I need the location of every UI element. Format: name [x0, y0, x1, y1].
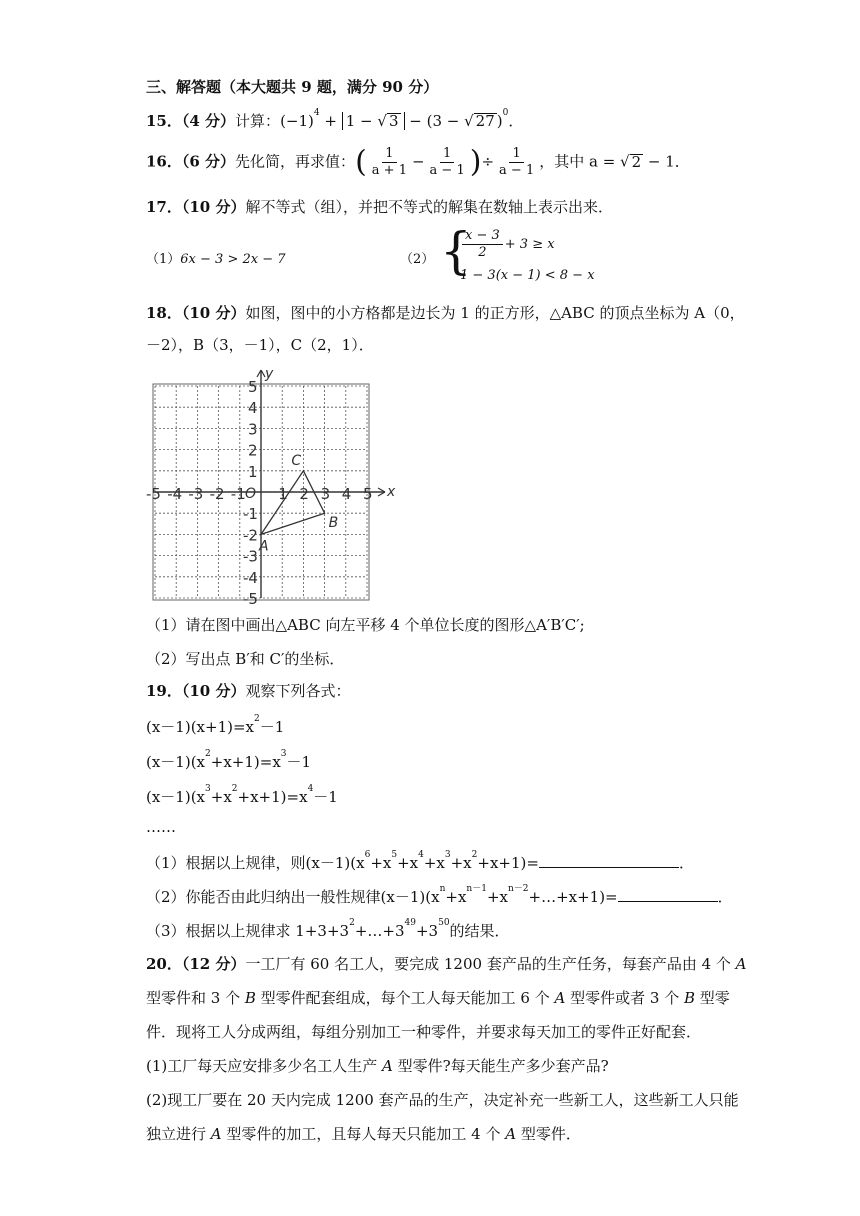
question-18-line-2: －2），B（3，－1），C（2，1）．: [146, 336, 374, 354]
equation-3: $(x-1)(x^3+x^2+x+1)=x^4-1$: [146, 784, 338, 806]
vertex-label-a: A: [259, 538, 269, 555]
fraction: $\frac{1}{a + 1}$: [371, 146, 407, 178]
question-20-sub-1: (1)工厂每天应安排多少名工人生产 A 型零件?每天能生产多少套产品?: [146, 1057, 609, 1075]
question-17: 17．（10 分）解不等式（组），并把不等式的解集在数轴上表示出来．: [146, 198, 613, 216]
ellipsis: ……: [146, 818, 176, 836]
y-tick-label: -1: [243, 505, 258, 524]
x-tick-label: -2: [209, 485, 225, 503]
fraction: $\frac{1}{a - 1}$: [499, 146, 535, 178]
question-16: 16．（6 分）先化简，再求值：( $\frac{1}{a + 1}$ − $\frac{1}{a - 1}$ )÷ $\frac{1}{a - 1}$ ，其中 a = √ 2 − 1．: [146, 144, 690, 180]
question-19: 19．（10 分）观察下列各式：: [146, 682, 351, 700]
coordinate-grid: [145, 360, 396, 610]
x-tick-label: 3: [320, 485, 331, 503]
answer-blank[interactable]: [539, 867, 679, 868]
x-tick-label: 2: [299, 485, 309, 503]
question-17-part-2-label: （2）: [400, 252, 435, 267]
question-15: 15．（4 分）计算：$(-1)^4 + 1$ − √ 3 − (3 − √ 27 )$^0$．: [146, 108, 524, 130]
question-19-sub-3: （3）根据以上规律求 $1+3+3^2+\dots+3^{49}+3^{50}$的结果．: [146, 918, 510, 940]
equation-2: $(x-1)(x^2+x+1)=x^3-1$: [146, 749, 312, 771]
y-tick-label: -2: [243, 526, 258, 545]
question-18-sub-1: （1）请在图中画出△ABC 向左平移 4 个单位长度的图形△A′B′C′;: [146, 616, 585, 634]
question-20: 20．（12 分）一工厂有 60 名工人，要完成 1200 套产品的生产任务，每套产品由 4 个 A: [146, 955, 747, 973]
question-17-part-1: （1）6x − 3 > 2x − 7: [146, 252, 286, 267]
question-20-line-2: 型零件和 3 个 B 型零件配套组成，每个工人每天能加工 6 个 A 型零件或者 3 个 B 型零: [146, 989, 730, 1007]
equation-1: $(x-1)(x+1)=x^2-1$: [146, 714, 285, 736]
y-tick-label: -4: [243, 568, 258, 587]
absolute-value: 1 − √ 3: [342, 112, 405, 130]
fraction: $\frac{x - 3}{2}$: [462, 228, 503, 261]
x-tick-label: -3: [188, 485, 204, 503]
triangle-abc: [261, 471, 325, 535]
question-18-sub-2: （2）写出点 B′和 C′的坐标．: [146, 650, 345, 668]
y-tick-label: 2: [248, 441, 258, 460]
x-tick-label: -4: [167, 485, 183, 503]
vertex-label-c: C: [291, 452, 302, 469]
x-tick-label: -1: [230, 485, 246, 503]
x-tick-label: 1: [278, 485, 288, 503]
y-axis-label: y: [265, 366, 274, 382]
x-tick-label: 5: [363, 485, 373, 503]
question-20-line-3: 件．现将工人分成两组，每组分别加工一种零件，并要求每天加工的零件正好配套．: [146, 1023, 702, 1041]
x-tick-label: -5: [146, 485, 161, 503]
question-19-sub-1: （1）根据以上规律，则$(x-1)(x^6+x^5+x^4+x^3+x^2+x+1)=$ ．: [146, 850, 694, 872]
y-tick-label: 3: [248, 420, 258, 439]
y-tick-label: 4: [248, 399, 258, 418]
y-tick-label: -3: [243, 547, 258, 566]
answer-blank[interactable]: [618, 901, 718, 902]
x-tick-label: 4: [341, 485, 352, 503]
vertex-label-b: B: [328, 515, 339, 532]
y-tick-label: 1: [248, 462, 258, 481]
section-title: 三、解答题（本大题共 9 题，满分 90 分）: [146, 78, 439, 96]
question-18: 18．（10 分）如图，图中的小方格都是边长为 1 的正方形，△ABC 的顶点坐标为 A（0，: [146, 304, 745, 322]
origin-label: O: [245, 486, 257, 502]
question-20-sub-2: (2)现工厂要在 20 天内完成 1200 套产品的生产，决定补充一些新工人，这些新工人只能: [146, 1091, 739, 1109]
y-tick-label: 5: [248, 378, 258, 396]
fraction: $\frac{1}{a - 1}$: [429, 146, 465, 178]
y-tick-label: -5: [243, 590, 258, 608]
question-19-sub-2: （2）你能否由此归纳出一般性规律$(x-1)(x^n+x^{n-1}+x^{n-2}+\dots+x+1)=$ ．: [146, 884, 733, 906]
x-axis-label: x: [387, 484, 396, 500]
question-20-sub-2-line-2: 独立进行 A 型零件的加工，且每人每天只能加工 4 个 A 型零件．: [146, 1125, 581, 1143]
